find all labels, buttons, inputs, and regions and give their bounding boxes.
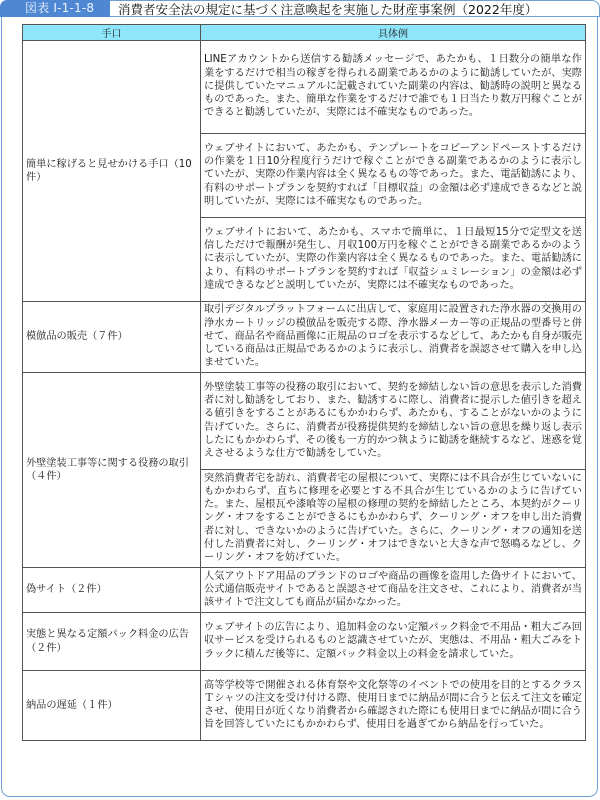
table-row — [23, 613, 586, 671]
example-cell: 突然消費者宅を訪れ、消費者宅の屋根について、実際には不具合が生じていないにもかかわらず、直ちに修理を必要とする不具合が生じているかのように告げていた。また、屋根瓦や漆喰等の屋根の修理の契約を締結したところ、本契約がクーリング・オフをすることができるにもかかわらず、クーリング・オフを申し出た消費者に対し、できないかのように告げていた。さらに、クーリング・オフの通知を送付した消費者に対し、クーリング・オフはできないと大きな声で怒鳴るなどし、クーリング・オフを妨げていた。 — [201, 470, 586, 568]
example-cell: ウェブサイトの広告により、追加料金のない定額パック料金で不用品・粗大ごみ回収サービスを受けられるものと認識させていたが、実態は、不用品・粗大ごみをトラックに積んだ後等に、定額パック料金以上の料金を請求していた。 — [201, 613, 586, 671]
example-cell: 高等学校等で開催される体育祭や文化祭等のイベントでの使用を目的とするクラスＴシャツの注文を受け付ける際、使用日までに納品が間に合うと伝えて注文を確定させ、使用日が近くなり消費者から確認された際にも使用日までに納品が間に合う旨を回答していたにもかかわらず、使用日を過ぎてから納品を行っていた。 — [201, 671, 586, 741]
table-row — [23, 671, 586, 741]
method-cell: 偽サイト（２件） — [23, 568, 201, 613]
table-row — [23, 302, 586, 373]
table-row — [23, 373, 586, 470]
header-example: 具体例 — [201, 25, 586, 41]
header-method: 手口 — [23, 25, 201, 41]
figure-number: 図表 I-1-1-8 — [0, 0, 110, 17]
cases-table — [22, 24, 586, 741]
example-cell: ウェブサイトにおいて、あたかも、スマホで簡単に、１日最短15分で定型文を送信しただけで報酬が発生し、月収100万円を稼ぐことができる副業であるかのように表示していたが、実際の作業内容は全く異なるものであった。また、電話勧誘により、有料のサポートプランを契約すれば「収益シュミレーション」の金額は必ず達成できるなどと説明していたが、実際には不確実なものであった。 — [201, 218, 586, 302]
method-cell: 簡単に稼げると見せかける手口（10件） — [23, 41, 201, 302]
method-cell: 模倣品の販売（７件） — [23, 302, 201, 373]
figure-title-bar — [0, 0, 600, 17]
method-cell: 納品の遅延（１件） — [23, 671, 201, 741]
example-cell: ウェブサイトにおいて、あたかも、テンプレートをコピーアンドペーストするだけの作業を１日10分程度行うだけで稼ぐことができる副業であるかのように表示していたが、実際の作業内容は全く異なるもの等であった。また、電話勧誘により、有料のサポートプランを契約すれば「目標収益」の金額は必ず達成できるなどと説明していたが、実際には不確実なものであった。 — [201, 134, 586, 218]
method-cell: 外壁塗装工事等に関する役務の取引（４件） — [23, 373, 201, 568]
table-header-row — [23, 25, 586, 41]
method-cell: 実態と異なる定額パック料金の広告（２件） — [23, 613, 201, 671]
example-cell: LINEアカウントから送信する勧誘メッセージで、あたかも、１日数分の簡単な作業をするだけで相当の稼ぎを得られる副業であるかのように勧誘していたが、実際に提供していたマニュアルに記載されていた副業の内容は、勧誘時の説明と異なるものであった。また、簡単な作業をするだけで誰でも１日当たり数万円稼ぐことができると勧誘していたが、実際には不確実なものであった。 — [201, 41, 586, 134]
table-row — [23, 568, 586, 613]
figure-title: 消費者安全法の規定に基づく注意喚起を実施した財産事案例（2022年度） — [110, 0, 600, 17]
table-row — [23, 41, 586, 134]
example-cell: 取引デジタルプラットフォームに出店して、家庭用に設置された浄水器の交換用の浄水カートリッジの模倣品を販売する際、浄水器メーカー等の正規品の型番号と併せて、商品名や商品画像に正規品のロゴを表示するなどして、あたかも自身が販売している商品は正規品であるかのように表示し、消費者を誤認させて購入を申し込ませていた。 — [201, 302, 586, 373]
example-cell: 外壁塗装工事等の役務の取引において、契約を締結しない旨の意思を表示した消費者に対し勧誘をしており、また、勧誘するに際し、消費者に提示した値引きを超える値引きをすることがあるにもかかわらず、あたかも、することがないかのように告げていた。さらに、消費者が役務提供契約を締結しない旨の意思を繰り返し表示したにもかかわらず、その後も一方的かつ執ように勧誘を継続するなど、迷惑を覚えさせるような仕方で勧誘をしていた。 — [201, 373, 586, 470]
example-cell: 人気アウトドア用品のブランドのロゴや商品の画像を盗用した偽サイトにおいて、公式通信販売サイトであると誤認させて商品を注文させ、これにより、消費者が当該サイトで注文しても商品が届かなかった。 — [201, 568, 586, 613]
